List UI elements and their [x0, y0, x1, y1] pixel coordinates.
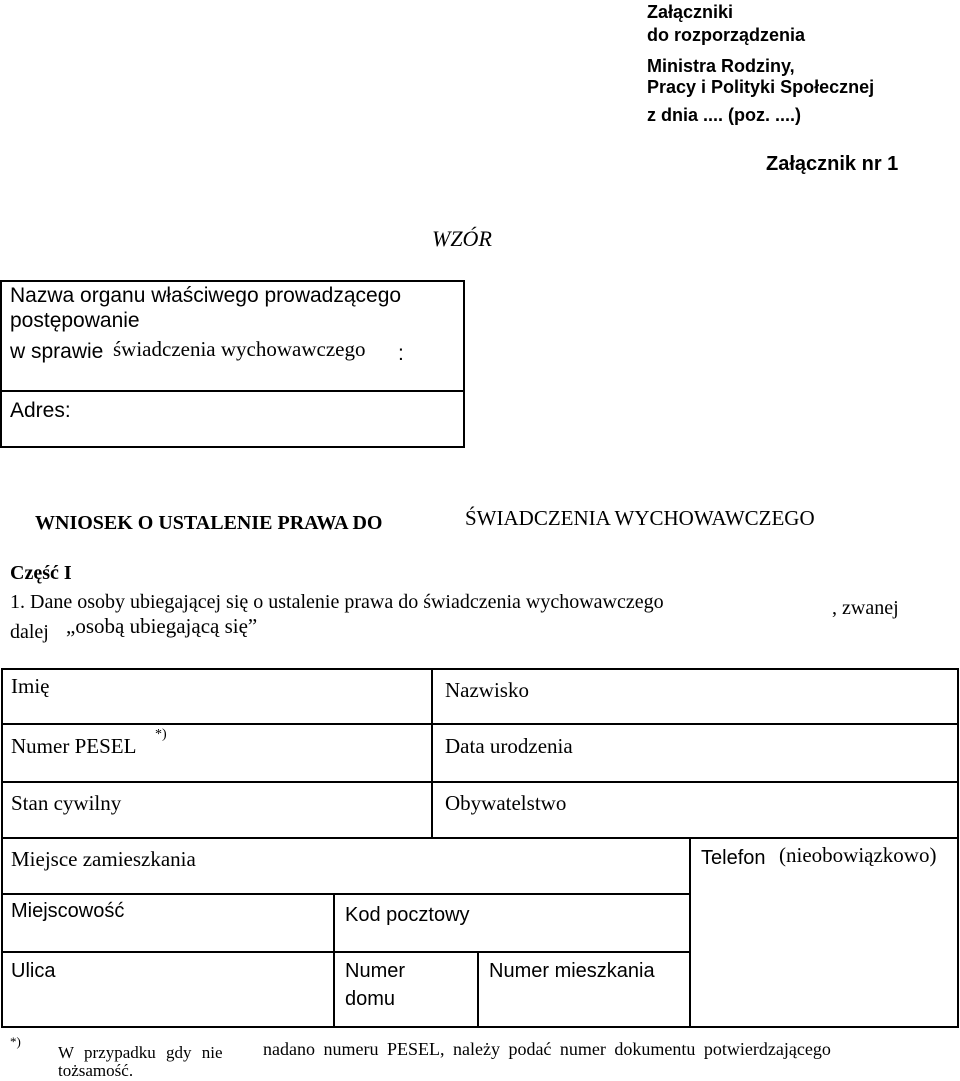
form-col-line-house [477, 951, 479, 1028]
header-line-3: Ministra Rodziny, [647, 56, 795, 76]
form-row-line-1 [1, 723, 959, 725]
form-col-line-phone [689, 837, 691, 1028]
phone-label: Telefon [701, 847, 766, 869]
form-row-line-5 [1, 951, 689, 953]
form-row-line-4 [1, 893, 689, 895]
footnote-text-1: W przypadku gdy nie [58, 1043, 223, 1062]
title-part-1: WNIOSEK O USTALENIE PRAWA DO [35, 512, 383, 534]
form-row-line-2 [1, 781, 959, 783]
authority-box-divider [0, 390, 465, 392]
citizenship-label: Obywatelstwo [445, 791, 567, 815]
birth-date-label: Data urodzenia [445, 734, 573, 758]
section-heading-d: „osobą ubiegającą się” [66, 614, 258, 638]
section-heading-c: dalej [10, 621, 49, 643]
header-line-2: do rozporządzenia [647, 25, 806, 45]
house-number-label-1: Numer [345, 960, 406, 982]
authority-name-line-3a: w sprawie [10, 340, 104, 363]
header-line-4: Pracy i Polityki Społecznej [647, 77, 875, 97]
section-heading-a: 1. Dane osoby ubiegającej się o ustalenie prawa do świadczenia wychowawczego [10, 591, 664, 613]
postal-code-label: Kod pocztowy [345, 904, 470, 926]
footnote-text-2: nadano numeru PESEL, należy podać numer dokumentu potwierdzającego [263, 1039, 831, 1059]
form-col-line-main [431, 668, 433, 838]
title-part-2: ŚWIADCZENIA WYCHOWAWCZEGO [465, 506, 815, 530]
authority-name-line-1: Nazwa organu właściwego prowadzącego [10, 284, 402, 307]
section-heading-b: , zwanej [832, 597, 899, 619]
attachment-number: Załącznik nr 1 [766, 153, 899, 175]
footnote-text-3: tożsamość. [58, 1061, 134, 1080]
authority-name-line-2: postępowanie [10, 309, 140, 332]
residence-label: Miejsce zamieszkania [11, 847, 196, 871]
part-label: Część I [10, 562, 72, 584]
template-label: WZÓR [432, 226, 492, 251]
phone-optional-label: (nieobowiązkowo) [779, 843, 937, 867]
header-line-1: Załączniki [647, 2, 734, 22]
form-col-line-city [333, 893, 335, 1028]
house-number-label-2: domu [345, 988, 396, 1010]
address-label: Adres: [10, 399, 71, 422]
pesel-footnote-marker: *) [155, 727, 167, 742]
marital-status-label: Stan cywilny [11, 791, 122, 815]
apartment-number-label: Numer mieszkania [489, 960, 655, 982]
header-line-5: z dnia .... (poz. ....) [647, 105, 801, 125]
city-label: Miejscowość [11, 900, 125, 922]
authority-name-line-3b: świadczenia wychowawczego [113, 337, 366, 361]
first-name-label: Imię [11, 674, 50, 698]
last-name-label: Nazwisko [445, 678, 529, 702]
street-label: Ulica [11, 960, 56, 982]
pesel-label: Numer PESEL [11, 734, 137, 758]
footnote-marker: *) [10, 1034, 21, 1049]
authority-name-line-3c: : [398, 342, 404, 365]
form-row-line-3 [1, 837, 959, 839]
